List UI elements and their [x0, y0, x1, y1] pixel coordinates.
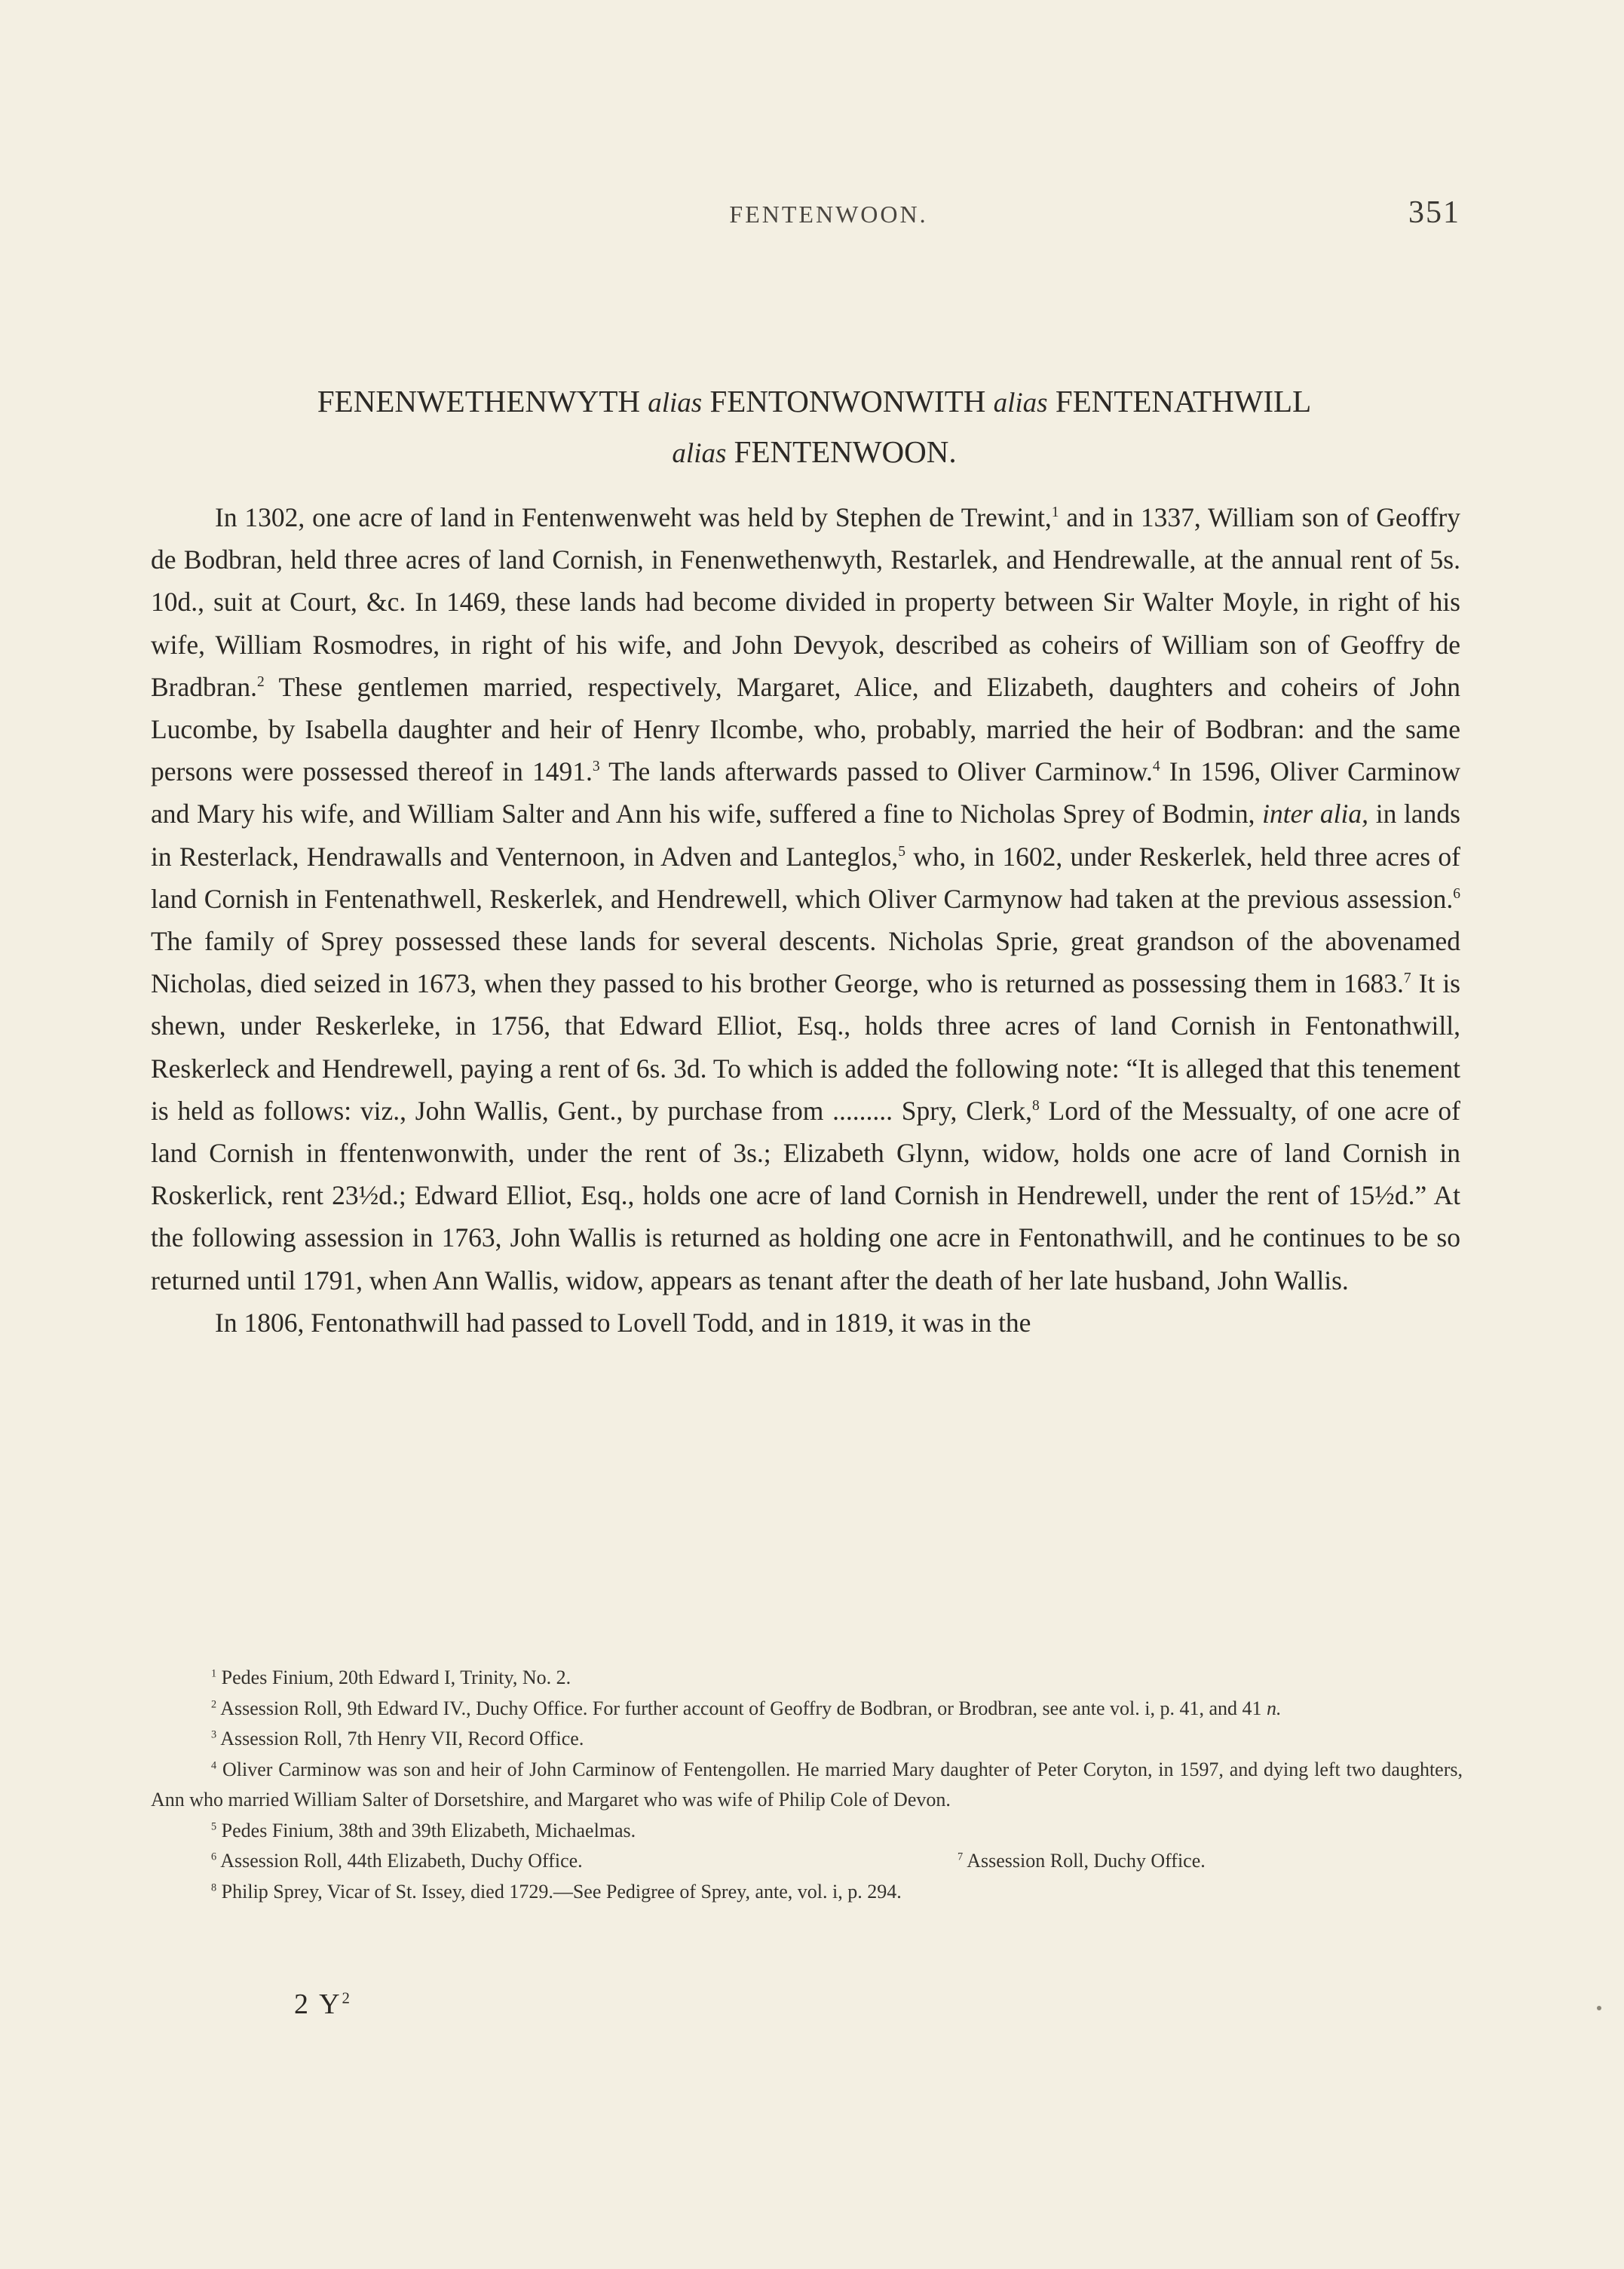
footnote-2 — [151, 1694, 1463, 1725]
footnote-mark: 5 — [211, 1820, 217, 1832]
running-head — [191, 195, 1466, 240]
section-heading — [151, 377, 1478, 478]
footnote-5 — [151, 1816, 1463, 1847]
text-run: The lands afterwards passed to Oliver Carminow. — [599, 756, 1153, 787]
footnote-text: Assession Roll, 7th Henry VII, Record Office. — [216, 1728, 584, 1749]
signature-text: 2 Y — [294, 1988, 342, 2020]
page-number: 351 — [1408, 195, 1460, 230]
signature-sup: 2 — [342, 1988, 352, 2007]
footnote-text: Philip Sprey, Vicar of St. Issey, died 1729.—See Pedigree of Sprey, ante, vol. i, p. 294. — [216, 1880, 902, 1903]
signature-mark — [294, 1988, 352, 2021]
footnote-6 — [211, 1850, 583, 1872]
footnote-mark: 8 — [211, 1881, 217, 1893]
footnote-ref: 2 — [256, 673, 265, 690]
footnote-3 — [151, 1724, 1463, 1755]
text-run: It is shewn, under Reskerleke, in 1756, that Edward Elliot, Esq., holds three acres of land Cornish in Fentonathwill, Reskerleck and Hendrewell, paying a rent of 6s. 3d. To which is added the following note: “It is alleged that this tenement is held as follows: viz., John Wallis, Gent., by purchase from ......... Spry, Clerk, — [151, 968, 1460, 1126]
heading-name-1: FENENWETHENWYTH — [317, 384, 640, 419]
heading-line-2 — [151, 428, 1478, 478]
footnote-text: Assession Roll, 9th Edward IV., Duchy Office. For further account of Geoffry de Bodbran, or Brodbran, see ante vol. i, p. 41, and 41 — [216, 1697, 1267, 1719]
heading-name-2: FENTONWONWITH — [709, 384, 986, 419]
footnote-ref: 5 — [898, 843, 906, 860]
footnote-ref: 7 — [1403, 970, 1411, 987]
italic-phrase: inter alia, — [1262, 799, 1369, 829]
footnote-text: Oliver Carminow was son and heir of John Carminow of Fentengollen. He married Mary daughter of Peter Coryton, in 1597, and dying left two daughters, Ann who married William Salter of Dorsetshire, and Margaret who was wife of Philip Cole of Devon. — [151, 1758, 1463, 1811]
text-run: In 1302, one acre of land in Fentenwenweht was held by Stephen de Trewint, — [215, 502, 1052, 532]
footnote-6-7-line — [151, 1846, 1463, 1877]
text-run: These gentlemen married, respectively, Margaret, Alice, and Elizabeth, daughters and coheirs of John Lucombe, by Isabella daughter and heir of Henry Ilcombe, who, probably, married the heir of Bodbran: and the same persons were possessed thereof in 1491. — [151, 671, 1460, 787]
footnote-text: Pedes Finium, 38th and 39th Elizabeth, Michaelmas. — [216, 1819, 636, 1841]
footnote-text: Assession Roll, 44th Elizabeth, Duchy Office. — [216, 1850, 583, 1872]
footnote-mark: 1 — [211, 1667, 217, 1680]
text-run: In 1596, Oliver Carminow and Mary his wife, and William Salter and Ann his wife, suffered a fine to Nicholas Sprey of Bodmin, — [151, 756, 1460, 829]
heading-line-1 — [151, 377, 1478, 428]
paragraph-2: In 1806, Fentonathwill had passed to Lovell Todd, and in 1819, it was in the — [215, 1307, 1031, 1338]
footnotes — [151, 1663, 1463, 1907]
heading-alias-1: alias — [648, 388, 703, 419]
footnote-mark: 4 — [211, 1758, 217, 1771]
heading-alias-2: alias — [993, 388, 1048, 419]
paper-speck — [1597, 2006, 1601, 2010]
footnote-mark: 6 — [211, 1850, 217, 1863]
footnote-4 — [151, 1755, 1463, 1816]
text-run: who, in 1602, under Reskerlek, held three acres of land Cornish in Fentenathwell, Reskerlek, and Hendrewell, which Oliver Carmynow had taken at the previous assession. — [151, 841, 1460, 914]
footnote-mark: 3 — [211, 1728, 217, 1741]
heading-name-4: FENTENWOON. — [734, 434, 957, 469]
footnote-1 — [151, 1663, 1463, 1694]
footnote-ref: 1 — [1051, 504, 1059, 521]
text-run: and in 1337, William son of Geoffry de Bodbran, held three acres of land Cornish, in Fenenwethenwyth, Restarlek, and Hendrewalle, at the annual rent of 5s. 10d., suit at Court, &c. In 1469, these lands had become divided in property between Sir Walter Moyle, in right of his wife, William Rosmodres, in right of his wife, and John Devyok, described as coheirs of William son of Geoffry de Bradbran. — [151, 502, 1460, 702]
footnote-mark: 2 — [211, 1697, 217, 1710]
heading-alias-3: alias — [672, 438, 727, 469]
footnote-8 — [151, 1877, 1463, 1908]
footnote-ref: 3 — [592, 759, 600, 775]
text-run: Lord of the Messualty, of one acre of land Cornish in ffentenwonwith, under the rent of 3s.; Elizabeth Glynn, widow, holds one acre of land Cornish in Roskerlick, rent 23½d.; Edward Elliot, Esq., holds one acre of land Cornish in Hendrewell, under the rent of 15½d.” At the following assession in 1763, John Wallis is returned as holding one acre in Fentonathwill, and he continues to be so returned until 1791, when Ann Wallis, widow, appears as tenant after the death of her late husband, John Wallis. — [151, 1095, 1460, 1295]
footnote-ref: 8 — [1031, 1098, 1040, 1115]
heading-name-3: FENTENATHWILL — [1055, 384, 1312, 419]
footnote-ref: 6 — [1453, 886, 1460, 902]
footnote-7 — [958, 1846, 1206, 1877]
footnote-mark: 7 — [958, 1850, 964, 1863]
paragraph-1 — [151, 496, 1460, 1302]
text-run: The family of Sprey possessed these lands for several descents. Nicholas Sprie, great grandson of the abovenamed Nicholas, died seized in 1673, when they passed to his brother George, who is returned as possessing them in 1683. — [151, 926, 1460, 999]
body-text — [151, 496, 1460, 1344]
footnote-ref: 4 — [1152, 759, 1160, 775]
footnote-text: Pedes Finium, 20th Edward I, Trinity, No. 2. — [216, 1666, 571, 1688]
text-run: in lands in Resterlack, Hendrawalls and Venternoon, in Adven and Lanteglos, — [151, 799, 1460, 872]
footnote-italic: n. — [1267, 1697, 1282, 1719]
footnote-text: Assession Roll, Duchy Office. — [963, 1850, 1206, 1872]
running-head-title: FENTENWOON. — [729, 201, 928, 228]
